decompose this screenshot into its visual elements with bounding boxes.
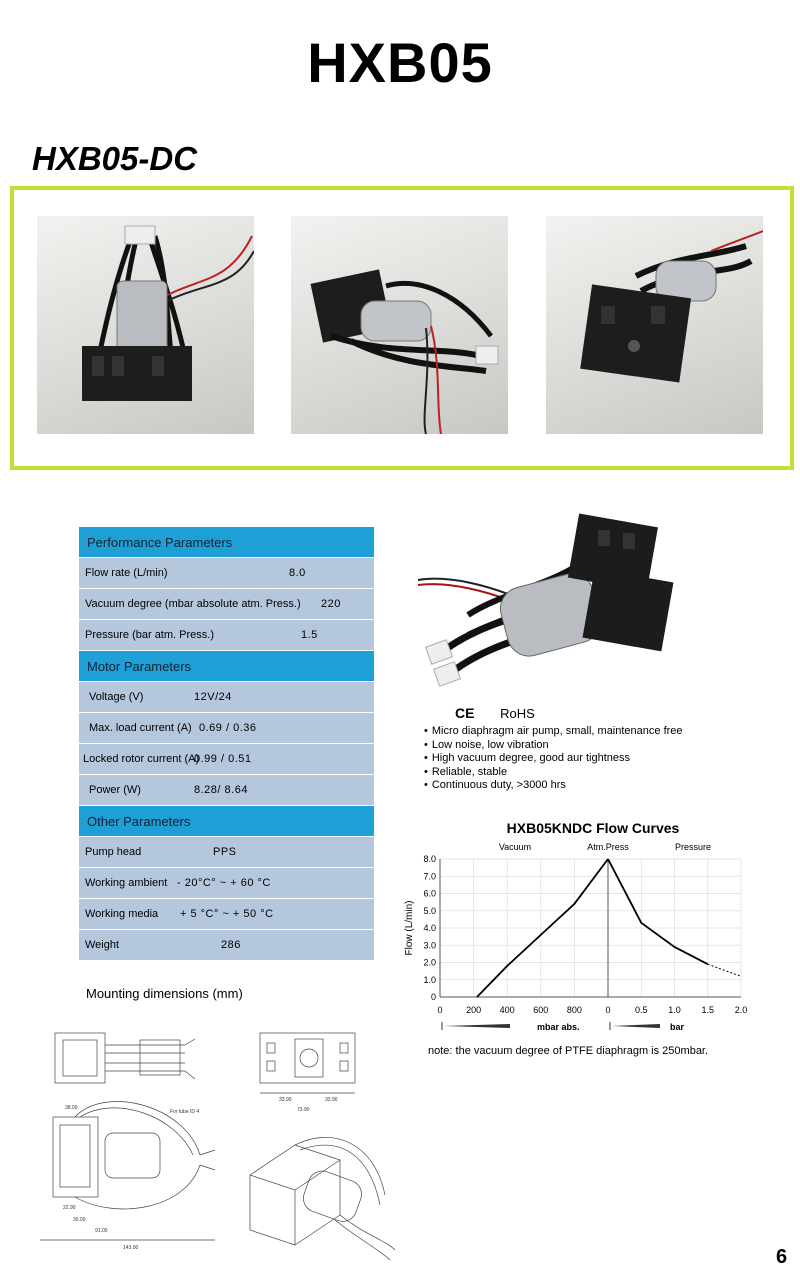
spec-row: Working media + 5 °C° ~ + 50 °C	[79, 899, 374, 930]
mounting-dimensions-title: Mounting dimensions (mm)	[86, 986, 243, 1001]
flow-curve-pressure	[608, 859, 708, 964]
spec-row: Flow rate (L/min) 8.0	[79, 558, 374, 589]
mounting-drawings	[35, 1025, 415, 1265]
x-tick-label: 0	[605, 1005, 611, 1015]
axis-arrow	[612, 1024, 660, 1028]
y-tick-label: 2.0	[423, 957, 436, 968]
certification-marks	[455, 705, 535, 721]
pump-product-photo	[408, 505, 678, 695]
pump-photo-front	[546, 216, 763, 434]
flow-curve-chart	[400, 838, 775, 1038]
dim-label: 143.00	[123, 1245, 139, 1251]
y-tick-label: 5.0	[423, 905, 436, 916]
x-tick-label: 1.0	[668, 1005, 681, 1015]
dim-label: 38.00	[65, 1105, 78, 1111]
spec-row: Locked rotor current (A) 0.99 / 0.51	[79, 744, 374, 775]
dim-label: 22.90	[63, 1205, 76, 1211]
dim-label: 73.90	[297, 1107, 310, 1113]
y-tick-label: 7.0	[423, 871, 436, 882]
x-tick-label: 200	[466, 1005, 482, 1015]
dim-label: 30.00	[73, 1217, 86, 1223]
rohs-mark: RoHS	[500, 706, 535, 721]
diaphragm-note: note: the vacuum degree of PTFE diaphragm is 250mbar.	[428, 1045, 709, 1057]
ce-mark: CE	[455, 705, 475, 721]
dim-label: 33.90	[279, 1097, 292, 1103]
page-title: HXB05	[307, 31, 493, 94]
feature-list	[424, 725, 683, 793]
pump-photo-side	[291, 216, 508, 434]
feature-item: • Continuous duty, >3000 hrs	[424, 779, 683, 793]
y-tick-label: 0	[430, 992, 436, 1002]
product-subtitle: HXB05-DC	[32, 140, 198, 177]
spec-section-heading: Motor Parameters	[79, 651, 374, 682]
x-tick-label: 0	[437, 1005, 443, 1015]
y-tick-label: 6.0	[423, 888, 436, 899]
spec-row: Max. load current (A) 0.69 / 0.36	[79, 713, 374, 744]
page-number: 6	[776, 1246, 788, 1268]
x-tick-label: 1.5	[701, 1005, 715, 1015]
x-tick-label: 0.5	[634, 1005, 648, 1015]
dim-label: 33.90	[325, 1097, 338, 1103]
spec-row: Power (W) 8.28/ 8.64	[79, 775, 374, 806]
region-label: Pressure	[674, 842, 712, 852]
spec-row: Working ambient - 20°C° ~ + 60 °C	[79, 868, 374, 899]
spec-row: Weight 286	[79, 930, 374, 961]
x-tick-label: 2.0	[734, 1005, 748, 1015]
x-axis-unit-label: mbar abs.	[537, 1022, 580, 1032]
feature-item: • High vacuum degree, good aur tightness	[424, 752, 683, 766]
region-label: Vacuum	[498, 842, 532, 852]
dim-label: 91.00	[95, 1228, 108, 1234]
y-tick-label: 1.0	[423, 974, 436, 985]
x-tick-label: 400	[499, 1005, 515, 1015]
y-tick-label: 4.0	[423, 923, 436, 933]
feature-item: • Micro diaphragm air pump, small, maintenance free	[424, 725, 683, 739]
spec-section-heading: Other Parameters	[79, 806, 374, 837]
spec-table	[79, 527, 374, 961]
y-axis-label: Flow (L/min)	[404, 900, 415, 956]
spec-row: Vacuum degree (mbar absolute atm. Press.) 220	[79, 589, 374, 620]
x-tick-label: 800	[566, 1005, 582, 1015]
dim-label: For tube ID 4	[170, 1109, 200, 1115]
pump-photo-vertical	[37, 216, 254, 434]
spec-row: Voltage (V) 12V/24	[79, 682, 374, 713]
flow-curve-pressure	[708, 964, 741, 976]
spec-section-heading: Performance Parameters	[79, 527, 374, 558]
chart-title: HXB05KNDC Flow Curves	[506, 820, 680, 836]
y-tick-label: 3.0	[423, 940, 436, 951]
spec-row: Pressure (bar atm. Press.) 1.5	[79, 620, 374, 651]
feature-item: • Reliable, stable	[424, 766, 683, 780]
x-tick-label: 600	[533, 1005, 549, 1015]
y-tick-label: 8.0	[423, 854, 436, 864]
x-axis-unit-label: bar	[670, 1022, 685, 1032]
axis-arrow	[444, 1024, 510, 1028]
spec-row: Pump head PPS	[79, 837, 374, 868]
photo-gallery	[10, 186, 794, 470]
feature-item: • Low noise, low vibration	[424, 739, 683, 753]
region-label: Atm.Press	[587, 842, 629, 852]
